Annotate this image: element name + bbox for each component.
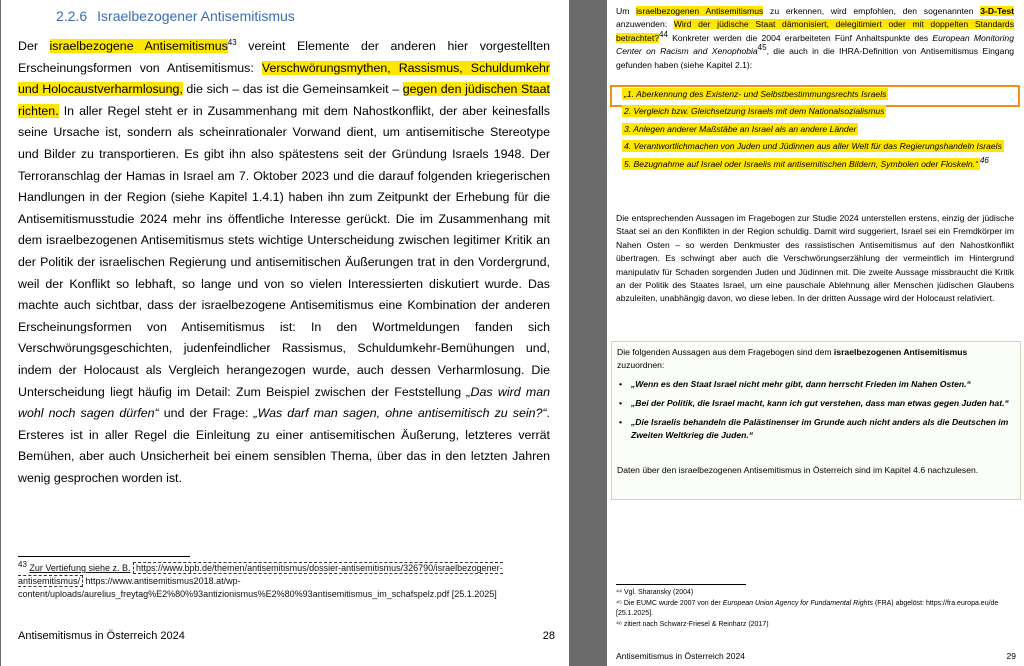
list-item-text: „1. Aberkennung des Existenz- und Selbstbestimmungsrechts Israels bbox=[624, 89, 887, 99]
footnote-lead: Zur Vertiefung siehe z. B. bbox=[29, 563, 131, 573]
highlighted-text: gegen den jüdischen Staat richten. bbox=[18, 82, 550, 118]
footnote-marker[interactable]: 45 bbox=[757, 43, 767, 53]
paragraph bbox=[18, 36, 550, 489]
info-box-outro: Daten über den israelbezogenen Antisemitismus in Österreich sind im Kapitel 4.6 nachzulesen. bbox=[617, 465, 979, 475]
text-run: , die auch in die IHRA-Definition von Antisemitismus Eingang gefunden haben (siehe Kapitel 2.1): bbox=[616, 46, 1015, 70]
list-item: • „Die Israelis behandeln die Palästinenser im Grunde auch nicht anders als die Deutschen im Zweiten Weltkrieg die Juden.“ bbox=[617, 416, 1012, 442]
info-box-intro bbox=[617, 346, 1015, 373]
text-run: und der Frage: bbox=[158, 406, 254, 421]
footnote bbox=[616, 599, 1016, 620]
list-item: • „Wenn es den Staat Israel nicht mehr gibt, dann herrscht Frieden im Nahen Osten.“ bbox=[617, 378, 1012, 391]
highlighted-text: 3-D-Test bbox=[980, 6, 1014, 16]
footnote: ⁴⁴ Vgl. Sharansky (2004) bbox=[616, 589, 694, 596]
text-run: Der bbox=[18, 39, 50, 53]
text-italic: European Union Agency for Fundamental Rights bbox=[722, 599, 874, 607]
list-item-text: 2. Vergleich bzw. Gleichsetzung Israels mit dem Nationalsozialismus bbox=[624, 106, 885, 117]
text-run: Konkreter werden die 2004 erarbeiteten Fünf Anhaltspunkte des bbox=[667, 32, 933, 43]
footnote: ⁴⁶ zitiert nach Schwarz-Friesel & Reinharz (2017) bbox=[616, 620, 769, 628]
text-italic: European Monitoring Center on Racism and Xenophobia bbox=[616, 32, 1014, 57]
body-text bbox=[616, 5, 1014, 72]
list-item bbox=[616, 140, 1014, 153]
text-run: anzuwenden: bbox=[616, 19, 674, 30]
highlighted-text: israelbezogene Antisemitismus bbox=[49, 39, 228, 53]
footnote-marker[interactable]: 43 bbox=[227, 37, 237, 47]
page-number: 28 bbox=[542, 630, 555, 642]
list-item-text: 4. Verantwortlichmachen von Juden und Jüdinnen aus aller Welt für das Regierungshandeln Israels bbox=[624, 141, 1002, 152]
text-run: Die folgenden Aussagen aus dem Fragebogen sind dem bbox=[617, 347, 834, 357]
page-footer-title: Antisemitismus in Österreich 2024 bbox=[616, 651, 745, 661]
list-item bbox=[616, 155, 1014, 171]
list-item bbox=[616, 123, 1014, 136]
text-bold: israelbezogenen Antisemitismus bbox=[833, 347, 968, 357]
page-footer-title: Antisemitismus in Österreich 2024 bbox=[18, 630, 185, 642]
footnote-link[interactable]: https://www.bpb.de/themen/antisemitismus/dossier-antisemitismus/326790/israelbezogener-antisemitismus/ bbox=[18, 563, 503, 586]
footnote-number: 43 bbox=[18, 560, 27, 569]
text-run: die sich – das ist die Gemeinsamkeit – bbox=[182, 82, 403, 97]
list-item-text: 3. Anlegen anderer Maßstäbe an Israel als an andere Länder bbox=[624, 123, 857, 134]
list-item-text: 5. Bezugnahme auf Israel oder Israelis mit antisemitischen Bildern, Symbolen oder Floskeln.“ bbox=[624, 158, 978, 169]
section-heading bbox=[56, 8, 295, 24]
body-text bbox=[18, 36, 550, 489]
footnote-divider bbox=[616, 584, 746, 585]
section-number: 2.2.6 bbox=[56, 8, 88, 24]
footnote-divider bbox=[18, 556, 190, 557]
list-item bbox=[616, 88, 1014, 101]
text-run: In aller Regel steht er in Zusammenhang mit dem Nahostkonflikt, der aber keinesfalls seine Ursache ist, sondern als scheinrationaler Vorwand dient, um antisemitische Stereotype und Bilder zu transportieren. Es gibt ihn also spätestens seit der Gründung Israels 1948. Der Terroranschlag der Hamas in Israel am 7. Oktober 2023 und die darauf folgenden kriegerischen Handlungen in der Region (siehe Kapitel 1.4.1) haben ihn zum Zeitpunkt der Erhebung für die Antisemitismusstudie 2024 mehr ins öffentliche Interesse gerückt. Die im Zusammenhang mit dem israelbezogenen Antisemitismus stets wichtige Unterscheidung zwischen legitimer Kritik an der Politik der israelischen Regierung und antisemitischen Äußerungen trat in den Vordergrund, weil der Konflikt so lebhaft, so lange und von so vielen Interessierten diskutiert wurde. Das machte auch sichtbar, dass der israelbezogene Antisemitismus eine Kombination der anderen Erscheinungsformen von Antisemitismus ist: In den Wortmeldungen fanden sich Verschwörungsgeschichten, judenfeindlicher Rassismus, Schuldumkehr-Bemühungen und, indem der Holocaust als Vergleich herangezogen wurde, auch dessen Verharmlosung. Die Unterscheidung liegt häufig im Detail: Zum Beispiel zwischen der Feststellung bbox=[18, 103, 550, 399]
highlighted-text: Wird der jüdische Staat dämonisiert, delegitimiert oder mit doppelten Standards betrachtet? bbox=[616, 19, 1015, 43]
list-item: • „Bei der Politik, die Israel macht, kann ich gut verstehen, dass man etwas gegen Juden hat.“ bbox=[617, 397, 1012, 410]
text-run: zu erkennen, wird empfohlen, den sogenannten bbox=[763, 6, 981, 16]
statement-list bbox=[617, 378, 1012, 448]
numbered-list bbox=[616, 88, 1014, 175]
text-run: zuzuordnen: bbox=[617, 360, 665, 371]
footnote-link[interactable]: https://www.antisemitismus2018.at/wp-content/uploads/aurelius_freytag%E2%80%93antizionismus%E2%80%93antisemitismus_im_schafspelz.pdf [25.1.2025] bbox=[18, 576, 497, 599]
text-run: Um bbox=[616, 6, 637, 16]
text-run: vereint Elemente der anderen hier vorgestellten Erscheinungsformen von Antisemitismus: bbox=[18, 39, 550, 75]
text-run: . Ersteres ist in aller Regel die Einleitung zu einer antisemitischen Äußerung, letzteres verrät Bemühen, aber auch Unsicherheit bei einem sensiblen Thema, über das in den letzten Jahren wenig gesprochen worden ist. bbox=[18, 406, 550, 485]
highlighted-text: Verschwörungsmythen, Rassismus, Schuldumkehr und Holocaustverharmlosung, bbox=[18, 60, 551, 97]
footnotes bbox=[616, 588, 1016, 630]
text-run: ⁴⁵ Die EUMC wurde 2007 von der bbox=[616, 599, 723, 607]
footnote-marker[interactable]: 46 bbox=[979, 155, 989, 165]
footnote bbox=[18, 562, 558, 601]
paragraph: Die entsprechenden Aussagen im Fragebogen zur Studie 2024 unterstellen erstens, einzig der jüdische Staat sei an den Konflikten in der Region schuldig. Damit wird suggeriert, Israel sei ein Fremdkörper im Nahen Osten – so werden Denkmuster des rassistischen Antisemitismus auf den Nahostkonflikt übertragen. Es schwingt aber auch die Verschwörungserzählung der vermeintlich im Hintergrund manipulativ für Schaden sorgenden Juden und Jüdinnen mit. Die zweite Aussage missbraucht die Kritik an der Politik des Staates Israel, um eine pauschale Ablehnung aller Menschen jüdischen Glaubens abzuleiten, unabhängig davon, wo diese leben. In der dritten Aussage wird der Holocaust relativiert. bbox=[616, 213, 1014, 304]
paragraph bbox=[616, 5, 1014, 72]
page-number: 29 bbox=[1006, 651, 1016, 661]
highlighted-text: israelbezogenen Antisemitismus bbox=[636, 6, 764, 16]
document-page-29 bbox=[607, 0, 1024, 666]
list-item bbox=[616, 105, 1014, 118]
section-title: Israelbezogener Antisemitismus bbox=[97, 8, 295, 24]
document-page-28 bbox=[1, 0, 569, 666]
quote-italic: „Was darf man sagen, ohne antisemitisch zu sein?“ bbox=[253, 406, 547, 421]
footnote-marker[interactable]: 44 bbox=[659, 29, 668, 39]
footnote-link[interactable]: (FRA) abgelöst: https://fra.europa.eu/de [25.1.2025]. bbox=[616, 599, 999, 617]
quote-italic: „Das wird man wohl noch sagen dürfen“ bbox=[18, 384, 551, 421]
